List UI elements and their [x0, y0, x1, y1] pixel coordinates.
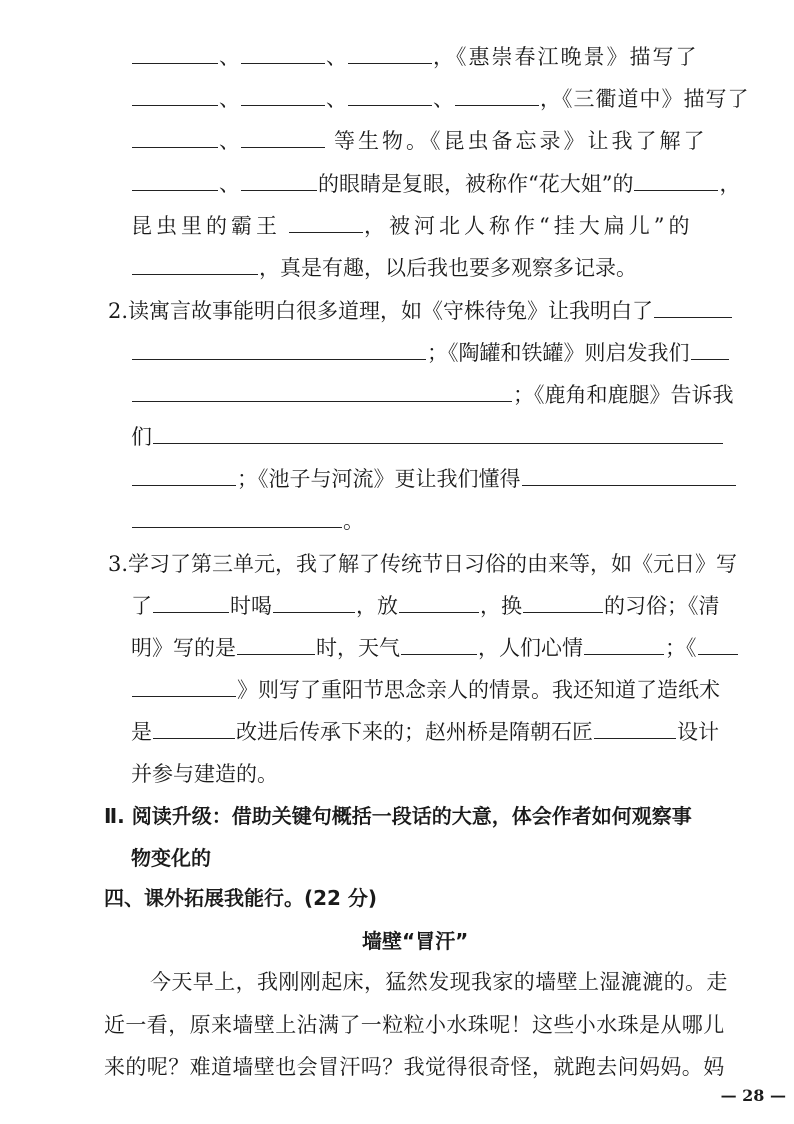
answer-blank[interactable] [132, 676, 236, 697]
poem-fill-line-3: 、 等生物。《昆虫备忘录》让我了解了 [131, 126, 708, 156]
question-3-line-2: 了 时喝 ，放 ，换 的习俗；《清 [131, 594, 720, 618]
answer-blank[interactable] [241, 43, 325, 64]
answer-blank[interactable] [132, 170, 218, 191]
question-2-line-6: 。 [131, 506, 364, 536]
answer-blank[interactable] [241, 170, 317, 191]
answer-blank[interactable] [594, 718, 676, 739]
answer-blank[interactable] [348, 85, 432, 106]
poem-fill-line-1: 、 、 ，《惠崇春江晚景》描写了 [131, 42, 699, 72]
question-3-line-4: 》则写了重阳节思念亲人的情景。我还知道了造纸术 [131, 675, 720, 705]
question-2-line-2: ；《陶罐和铁罐》则启发我们 [131, 338, 730, 368]
story-paragraph-line-3: 来的呢？难道墙壁也会冒汗吗？我觉得很奇怪，就跑去问妈妈。妈 [104, 1055, 725, 1079]
answer-blank[interactable] [132, 254, 258, 275]
question-2-line-4: 们 [131, 422, 724, 452]
answer-blank[interactable] [348, 43, 432, 64]
answer-blank[interactable] [241, 85, 325, 106]
answer-blank[interactable] [153, 718, 235, 739]
answer-blank[interactable] [132, 465, 236, 486]
question-3-line-5: 是 改进后传承下来的；赵州桥是隋朝石匠 设计 [131, 720, 719, 744]
section-4-heading: 四、课外拓展我能行。(22 分) [104, 886, 378, 910]
answer-blank[interactable] [132, 381, 512, 402]
answer-blank[interactable] [522, 465, 736, 486]
question-number: 3. [108, 552, 129, 576]
answer-blank[interactable] [273, 592, 355, 613]
answer-blank[interactable] [691, 339, 729, 360]
answer-blank[interactable] [132, 85, 218, 106]
story-paragraph-line-2: 近一看，原来墙壁上沾满了一粒粒小水珠呢！这些小水珠是从哪儿 [104, 1013, 725, 1037]
story-paragraph-line-1: 今天早上，我刚刚起床，猛然发现我家的墙壁上湿漉漉的。走 [150, 970, 728, 994]
answer-blank[interactable] [584, 634, 664, 655]
question-3-line-3: 明》写的是 时，天气 ，人们心情 ；《 [131, 633, 739, 663]
answer-blank[interactable] [634, 170, 718, 191]
answer-blank[interactable] [241, 127, 325, 148]
answer-blank[interactable] [237, 634, 315, 655]
question-3-line-1: 3.学习了第三单元，我了解了传统节日习俗的由来等，如《元日》写 [108, 552, 738, 576]
poem-fill-line-5: 昆虫里的霸王 ，被河北人称作“挂大扁儿”的 [131, 214, 694, 238]
answer-blank[interactable] [698, 634, 738, 655]
question-number: 2. [108, 299, 129, 323]
answer-blank[interactable] [153, 592, 229, 613]
answer-blank[interactable] [132, 507, 342, 528]
poem-fill-line-2: 、 、 、 ，《三衢道中》描写了 [131, 84, 750, 114]
question-2-line-3: ；《鹿角和鹿腿》告诉我 [131, 380, 734, 410]
answer-blank[interactable] [455, 85, 539, 106]
question-2-line-1: 2.读寓言故事能明白很多道理，如《守株待兔》让我明白了 [108, 296, 733, 326]
question-3-line-6: 并参与建造的。 [131, 762, 278, 786]
answer-blank[interactable] [132, 127, 218, 148]
question-2-line-5: ；《池子与河流》更让我们懂得 [131, 464, 737, 494]
story-title: 墙壁“冒汗” [362, 929, 469, 953]
answer-blank[interactable] [153, 423, 723, 444]
answer-blank[interactable] [399, 592, 479, 613]
page-number: — 28 — [720, 1086, 786, 1105]
poem-fill-line-6: ，真是有趣，以后我也要多观察多记录。 [131, 253, 637, 283]
answer-blank[interactable] [654, 297, 732, 318]
poem-fill-line-4: 、 的眼睛是复眼，被称作“花大姐”的 ， [131, 169, 740, 199]
answer-blank[interactable] [523, 592, 603, 613]
reading-upgrade-heading: Ⅱ. 阅读升级：借助关键句概括一段话的大意，体会作者如何观察事 [104, 804, 692, 828]
answer-blank[interactable] [132, 43, 218, 64]
answer-blank[interactable] [289, 212, 363, 233]
reading-upgrade-heading-cont: 物变化的 [131, 846, 211, 870]
answer-blank[interactable] [132, 339, 426, 360]
answer-blank[interactable] [401, 634, 477, 655]
